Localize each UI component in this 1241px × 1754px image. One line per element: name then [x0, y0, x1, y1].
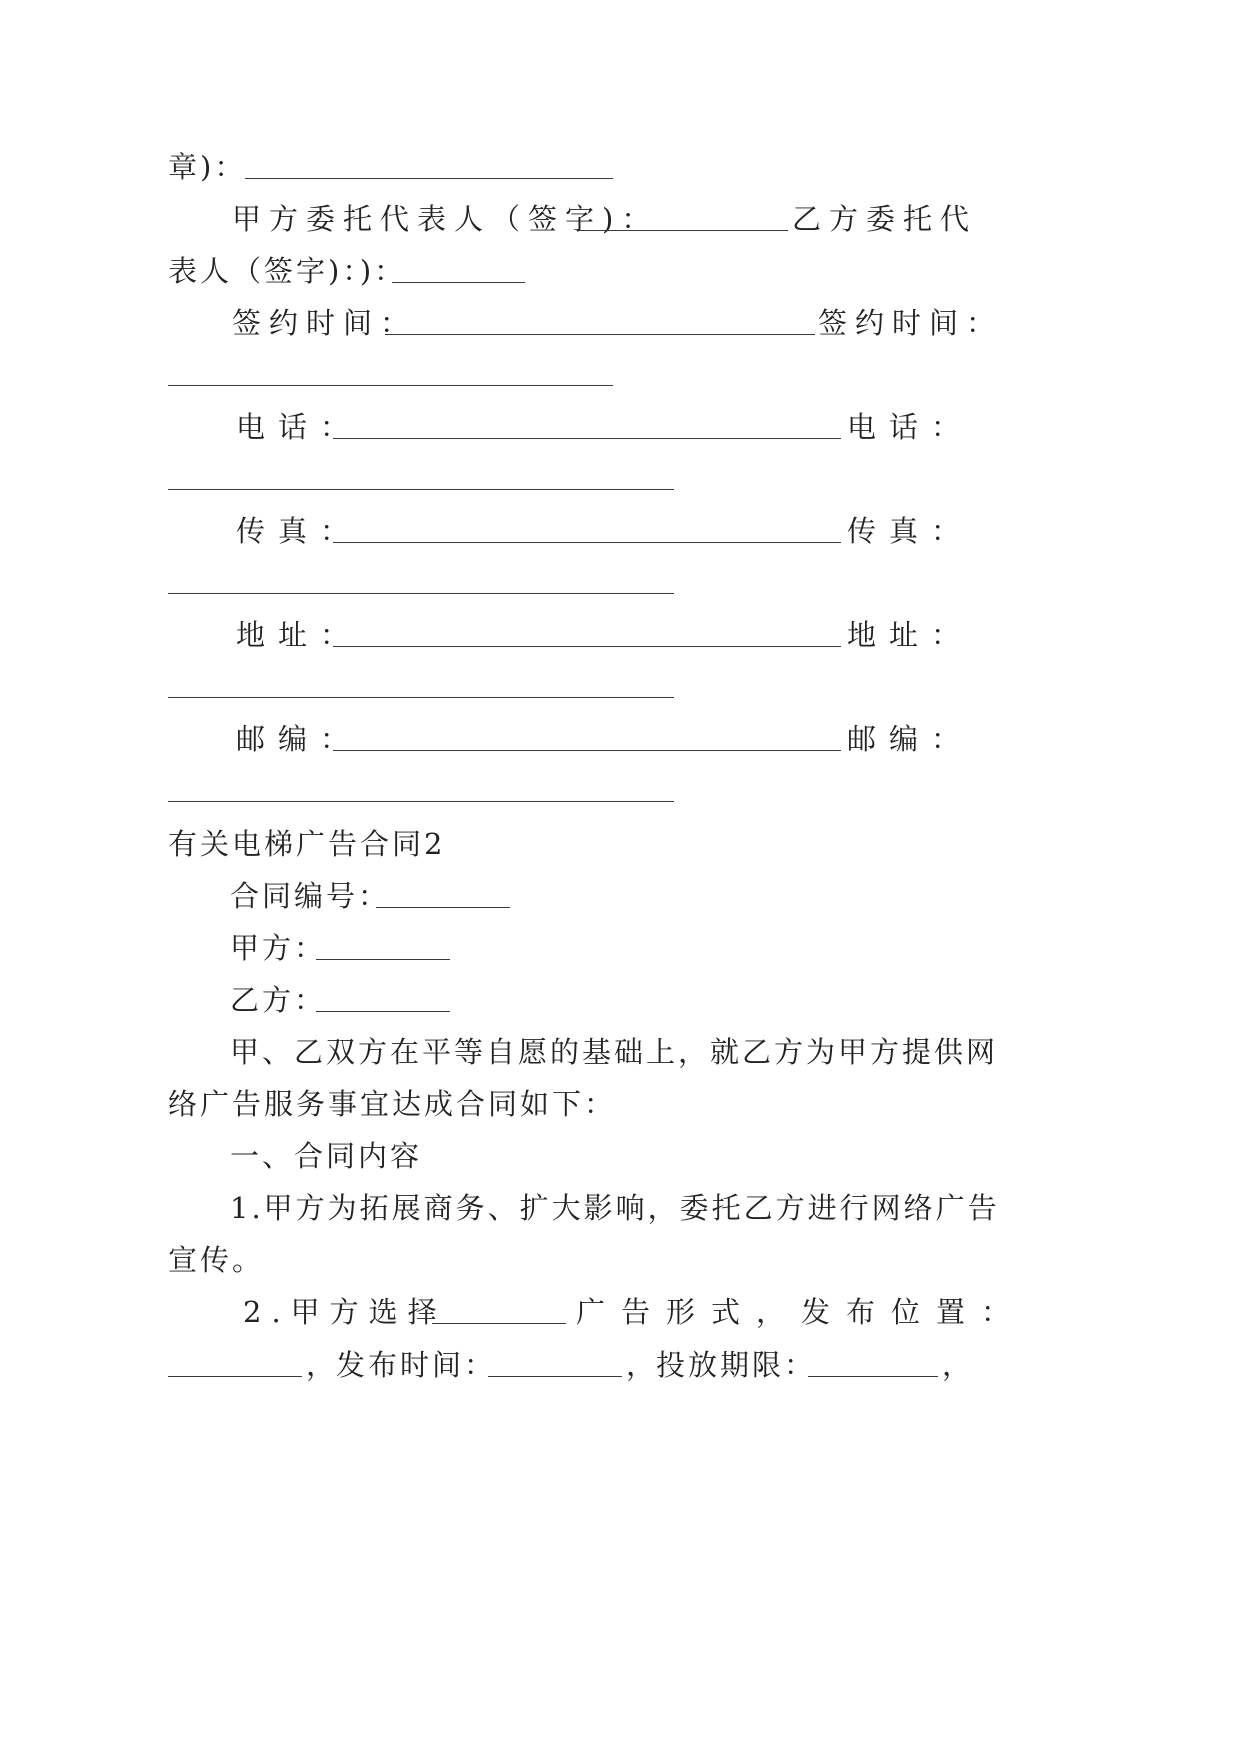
preamble-text-1: 甲、乙双方在平等自愿的基础上，就乙方为甲方提供网	[230, 1035, 999, 1069]
postcode-label-a: 邮编：	[236, 722, 363, 756]
comma-1: ，	[306, 1348, 336, 1382]
contract-title: 有关电梯广告合同2	[168, 827, 446, 861]
postcode-blank-a[interactable]	[333, 750, 841, 751]
preamble-text-2: 络广告服务事宜达成合同如下：	[168, 1087, 617, 1121]
phone-blank-a[interactable]	[333, 438, 841, 439]
sign-date-label-b: 签约时间：	[818, 306, 1004, 340]
party-a-blank[interactable]	[316, 959, 450, 960]
sign-date-blank-a[interactable]	[385, 334, 815, 335]
fax-label-a: 传真：	[236, 514, 363, 548]
party-a-rep-label: 甲方委托代表人（签字)：	[232, 202, 659, 236]
party-a-rep-blank[interactable]	[580, 230, 788, 231]
phone-blank-b[interactable]	[168, 489, 674, 490]
sign-date-label-a: 签约时间：	[232, 306, 418, 340]
sign-date-blank-b[interactable]	[168, 385, 613, 386]
fax-label-b: 传真：	[847, 514, 974, 548]
publish-time-blank[interactable]	[488, 1376, 622, 1377]
section-1-heading: 一、合同内容	[230, 1139, 423, 1173]
contract-no-blank[interactable]	[376, 907, 510, 908]
address-label-b: 地址：	[847, 618, 974, 652]
clause-1-text-2: 宣传。	[168, 1243, 265, 1277]
party-a-label: 甲方：	[230, 931, 327, 965]
ad-form-blank[interactable]	[432, 1323, 566, 1324]
address-blank-a[interactable]	[333, 646, 841, 647]
contract-no-label: 合同编号：	[230, 879, 391, 913]
duration-blank[interactable]	[808, 1376, 938, 1377]
seal-blank[interactable]	[245, 178, 613, 179]
clause-2-text-b: 广告形式，发布位置：	[576, 1295, 1027, 1329]
fax-blank-a[interactable]	[333, 542, 841, 543]
phone-label-a: 电话：	[236, 410, 363, 444]
fax-blank-b[interactable]	[168, 593, 674, 594]
phone-label-b: 电话：	[847, 410, 974, 444]
party-b-blank[interactable]	[316, 1011, 450, 1012]
comma-2: ，	[626, 1348, 656, 1382]
seal-label-tail: 章)：	[168, 150, 247, 184]
address-label-a: 地址：	[236, 618, 363, 652]
duration-label: 投放期限：	[656, 1348, 817, 1382]
comma-3: ，	[942, 1348, 972, 1382]
clause-1-text-1: 1.甲方为拓展商务、扩大影响，委托乙方进行网络广告	[230, 1191, 1000, 1225]
publish-position-blank[interactable]	[168, 1376, 302, 1377]
clause-2-text-a: 2.甲方选择	[243, 1295, 447, 1329]
publish-time-label: 发布时间：	[336, 1348, 497, 1382]
party-b-rep-label-cont: 表人（签字)：)：	[168, 254, 407, 288]
address-blank-b[interactable]	[168, 697, 674, 698]
postcode-label-b: 邮编：	[847, 722, 974, 756]
party-b-label: 乙方：	[230, 983, 327, 1017]
postcode-blank-b[interactable]	[168, 801, 674, 802]
party-b-rep-label: 乙方委托代	[792, 202, 978, 236]
party-b-rep-blank[interactable]	[392, 282, 525, 283]
